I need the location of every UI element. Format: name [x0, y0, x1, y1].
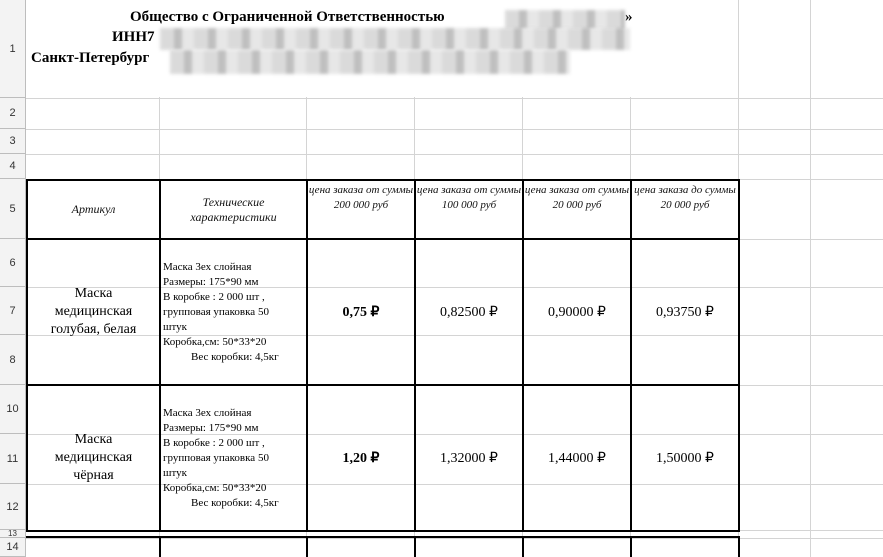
- spec-line: штук: [163, 320, 187, 333]
- row1-price-20k-from-value: 0,90000 ₽: [548, 304, 606, 320]
- row1-article[interactable]: [26, 238, 161, 386]
- row2-specs[interactable]: [159, 384, 308, 532]
- row2-price-20k-to-value: 1,50000 ₽: [656, 450, 714, 466]
- row1-specs-text: [163, 260, 279, 365]
- spec-line: Вес коробки: 4,5кг: [191, 350, 279, 363]
- row-header-6[interactable]: 6: [0, 239, 26, 287]
- row-header-3[interactable]: 3: [0, 129, 26, 154]
- row1-price-20k-to[interactable]: [630, 238, 740, 386]
- header-price-200k-label: цена заказа от суммы 200 000 руб: [308, 184, 414, 211]
- redacted-region: [170, 50, 570, 74]
- row-header-13[interactable]: 13: [0, 530, 26, 538]
- spec-line: В коробке : 2 000 шт ,: [163, 290, 265, 303]
- next-row-border: [306, 536, 308, 557]
- row1-specs[interactable]: [159, 238, 308, 386]
- row-header-8[interactable]: 8: [0, 335, 26, 385]
- row1-price-100k-value: 0,82500 ₽: [440, 304, 498, 320]
- spec-line: штук: [163, 466, 187, 479]
- next-row-border: [414, 536, 416, 557]
- row1-article-text: Маска медицинская голубая, белая: [50, 286, 137, 337]
- row1-price-20k-from[interactable]: [522, 238, 632, 386]
- row-header-12[interactable]: 12: [0, 484, 26, 530]
- spec-line: Вес коробки: 4,5кг: [191, 496, 279, 509]
- row2-article[interactable]: [26, 384, 161, 532]
- row2-price-20k-from[interactable]: [522, 384, 632, 532]
- row-header-14[interactable]: 14: [0, 538, 26, 557]
- grid-line: [810, 0, 811, 557]
- spec-line: групповая упаковка 50: [163, 451, 269, 464]
- row1-price-20k-to-value: 0,93750 ₽: [656, 304, 714, 320]
- city-line: Санкт-Петербург: [31, 50, 150, 66]
- row1-price-200k-value: 0,75 ₽: [342, 304, 380, 320]
- next-row-border: [26, 536, 740, 557]
- spec-line: групповая упаковка 50: [163, 305, 269, 318]
- row-header-7[interactable]: 7: [0, 287, 26, 335]
- row-header-5[interactable]: 5: [0, 179, 26, 239]
- next-row-border: [630, 536, 632, 557]
- row-header-1[interactable]: 1: [0, 0, 26, 98]
- row2-price-100k[interactable]: [414, 384, 524, 532]
- row1-price-100k[interactable]: [414, 238, 524, 386]
- company-title: [130, 9, 445, 26]
- spec-line: Размеры: 175*90 мм: [163, 421, 259, 434]
- grid-line: [26, 129, 883, 130]
- next-row-border: [738, 536, 740, 557]
- company-name: Общество с Ограниченной Ответственностью: [130, 9, 445, 25]
- grid-line: [26, 154, 883, 155]
- header-price-20k-from-label: цена заказа от суммы 20 000 руб: [524, 184, 630, 211]
- header-price-100k-label: цена заказа от суммы 100 000 руб: [416, 184, 522, 211]
- header-price-20k-to[interactable]: [630, 179, 740, 240]
- spec-line: Маска 3ех слойная: [163, 406, 252, 419]
- row-header-2[interactable]: 2: [0, 98, 26, 129]
- header-specs[interactable]: [159, 179, 308, 240]
- redacted-region: [505, 10, 625, 30]
- company-suffix: »: [625, 9, 633, 25]
- row2-price-100k-value: 1,32000 ₽: [440, 450, 498, 466]
- row2-price-200k-value: 1,20 ₽: [342, 450, 380, 466]
- row2-specs-text: [163, 406, 279, 511]
- spec-line: Размеры: 175*90 мм: [163, 275, 259, 288]
- row2-price-20k-from-value: 1,44000 ₽: [548, 450, 606, 466]
- header-price-20k-from[interactable]: [522, 179, 632, 240]
- row2-article-text: Маска медицинская чёрная: [54, 432, 133, 483]
- header-price-200k[interactable]: [306, 179, 416, 240]
- row-header-11[interactable]: 11: [0, 434, 26, 484]
- next-row-border: [159, 536, 161, 557]
- row-header-4[interactable]: 4: [0, 154, 26, 179]
- spec-line: Коробка,см: 50*33*20: [163, 335, 267, 348]
- row-header-10[interactable]: 10: [0, 385, 26, 434]
- header-article[interactable]: [26, 179, 161, 240]
- spec-line: Коробка,см: 50*33*20: [163, 481, 267, 494]
- row2-price-200k[interactable]: [306, 384, 416, 532]
- row1-price-200k[interactable]: [306, 238, 416, 386]
- next-row-border: [522, 536, 524, 557]
- header-specs-label: Технические характеристики: [190, 194, 277, 224]
- header-price-20k-to-label: цена заказа до суммы 20 000 руб: [634, 184, 736, 211]
- spec-line: В коробке : 2 000 шт ,: [163, 436, 265, 449]
- header-price-100k[interactable]: [414, 179, 524, 240]
- inn-line: ИНН7: [112, 29, 155, 45]
- spec-line: Маска 3ех слойная: [163, 260, 252, 273]
- row2-price-20k-to[interactable]: [630, 384, 740, 532]
- header-article-label: Артикул: [71, 202, 116, 216]
- grid-line: [26, 98, 883, 99]
- redacted-region: [160, 28, 630, 50]
